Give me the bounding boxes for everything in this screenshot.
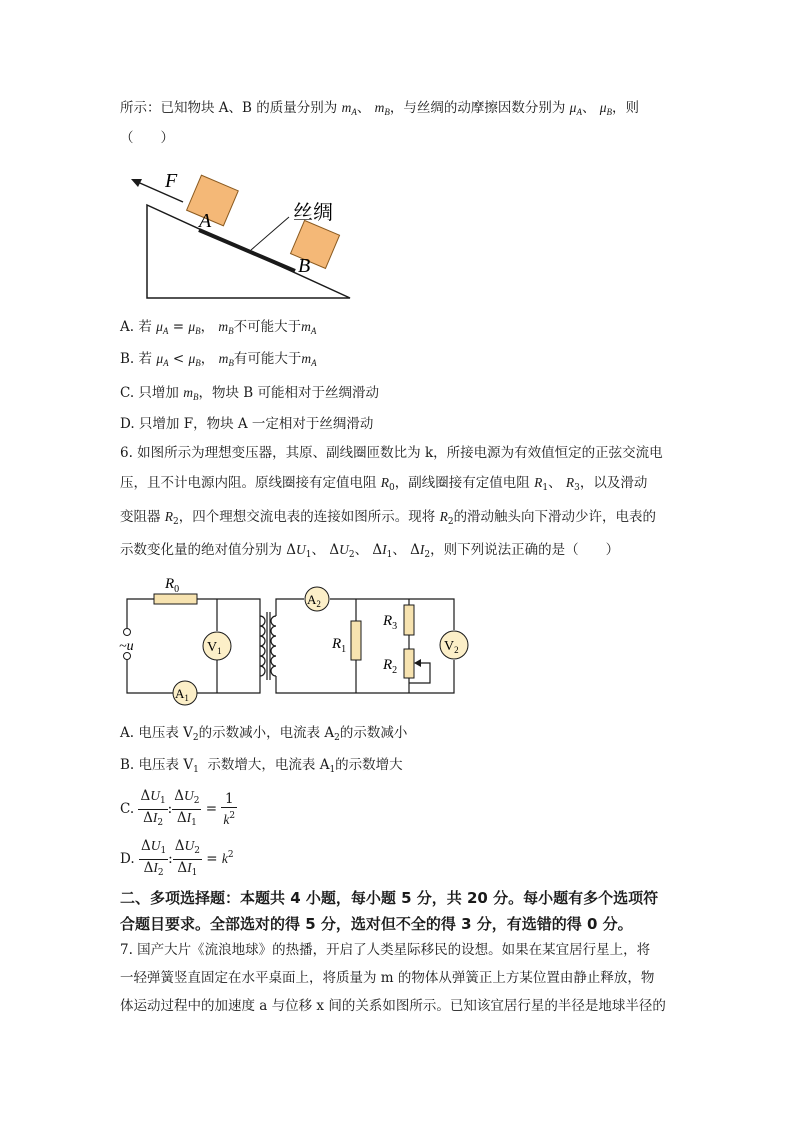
q5-stem-line1 (120, 98, 680, 122)
sym-sub: A (310, 326, 317, 336)
resistor-r3 (404, 605, 414, 635)
q6-option-c (120, 788, 237, 831)
q6-option-b (120, 755, 403, 780)
sym-sub: B (195, 326, 201, 336)
fraction: $\frac{\Delta U_2}{\Delta I_1}$ (174, 838, 200, 878)
force-label: F (165, 170, 178, 192)
q7-stem-line1: 7. 国产大片《流浪地球》的热播，开启了人类星际移民的设想。如果在某宜居行星上，将 (120, 942, 651, 958)
sym-sub: 3 (574, 483, 580, 493)
sym-I: I (419, 542, 425, 557)
q5-stem-end: ，则 (612, 100, 640, 116)
q6-text: 示数变化量的绝对值分别为 (120, 542, 282, 558)
q5-option-d: D. 只增加 F，物块 A 一定相对于丝绸滑动 (120, 416, 374, 432)
sym-U: U (296, 542, 306, 557)
sym-delta: Δ (410, 542, 420, 558)
sep: 、 (311, 542, 326, 558)
section2-heading-line2: 合题目要求。全部选对的得 5 分，选对但不全的得 3 分，有选错的得 0 分。 (120, 915, 633, 933)
label-a1: $A_1$ (175, 686, 189, 703)
sym-sub: 2 (447, 517, 454, 527)
sym-sup: 2 (227, 850, 234, 860)
opt-text: 的示数减小 (339, 725, 408, 741)
q6-stem-line2 (120, 473, 680, 498)
colon: : (168, 851, 173, 867)
opt-text: ，物块 B 可能相对于丝绸滑动 (198, 385, 379, 401)
sym-sub: 2 (173, 517, 179, 527)
sym-U: U (339, 542, 349, 557)
sym-sub: 1 (193, 765, 199, 775)
silk-strip (199, 230, 295, 271)
terminal (124, 629, 131, 636)
sym-A: A (324, 725, 335, 741)
label-r0: $R_0$ (165, 576, 180, 595)
sym-m: m (301, 351, 312, 366)
sym-sub: B (192, 392, 199, 402)
opt-text: B. 电压表 (120, 757, 180, 773)
slider-arrow (414, 659, 421, 667)
opt-text: 的示数减小，电流表 (198, 725, 321, 741)
opt-label: D. (120, 851, 135, 867)
q6-text: ，则下列说法正确的是（ ） (430, 542, 620, 558)
sym-R: R (565, 475, 575, 490)
sep: ， (200, 319, 215, 335)
sym-sub: B (228, 358, 234, 368)
sym-sub: A (576, 107, 582, 117)
label-v2: $V_2$ (444, 639, 459, 655)
sym-sub: 0 (389, 483, 395, 493)
sym-mu: μ (156, 319, 163, 334)
sym-R: R (380, 475, 390, 490)
resistor-r1 (351, 621, 361, 660)
q6-text: ，以及滑动 (579, 475, 648, 491)
q5-stem-text: 所示：已知物块 A、B 的质量分别为 (120, 100, 338, 116)
q6-option-d (120, 838, 234, 881)
resistor-r2 (404, 649, 414, 678)
primary-coil (260, 616, 265, 676)
q6-stem-line4 (120, 540, 680, 565)
sep: 、 (354, 542, 369, 558)
sym-mu: μ (188, 351, 196, 366)
wire (276, 660, 454, 693)
sym-sub: 2 (334, 733, 340, 743)
transformer-circuit (112, 568, 472, 708)
sep: ， (200, 351, 215, 367)
sym-V: V (183, 757, 194, 773)
label-a2: $A_2$ (307, 592, 321, 609)
equals: = (206, 851, 218, 867)
sym-sub: A (162, 326, 169, 336)
sym-mu: μ (188, 319, 196, 334)
label-source: ~u (119, 639, 134, 654)
rel: = (172, 319, 185, 335)
q7-stem-line3: 体运动过程中的加速度 a 与位移 x 间的关系如图所示。已知该宜居行星的半径是地球半径的 (120, 998, 666, 1014)
wire (127, 599, 154, 628)
block-a-label: A (199, 210, 212, 232)
q6-text: 压，且不计电源内阻。原线圈接有定值电阻 (120, 475, 377, 491)
label-r1: $R_1$ (332, 636, 347, 655)
resistor-r0 (154, 594, 197, 604)
sym-mu: μ (156, 351, 164, 366)
sym-m: m (301, 319, 311, 334)
silk-pointer (251, 217, 289, 250)
sym-sub: A (311, 358, 317, 368)
sep: 、 (581, 100, 596, 116)
sym-sub: A (163, 358, 169, 368)
wire (276, 599, 304, 616)
sym-mu: μ (569, 100, 577, 115)
sym-sub: 2 (348, 550, 355, 560)
q5-option-a (120, 317, 316, 341)
fraction: $\frac{1}{k^2}$ (223, 791, 236, 827)
sym-I: I (382, 542, 387, 557)
sym-sub: B (606, 107, 613, 117)
sym-m: m (374, 100, 385, 115)
sym-sub: B (228, 326, 234, 336)
q6-text: 变阻器 (120, 509, 161, 525)
q6-text: ，四个理想交流电表的连接如图所示。现将 (178, 509, 436, 525)
sym-R: R (164, 509, 174, 524)
opt-text: 的示数增大 (335, 757, 403, 773)
sym-sub: 2 (424, 550, 431, 560)
fraction: $\frac{\Delta U_2}{\Delta I_1}$ (174, 788, 200, 828)
q6-stem-line3 (120, 507, 680, 532)
opt-text: A. 电压表 (120, 725, 179, 741)
silk-label: 丝绸 (293, 202, 333, 224)
opt-text: 有可能大于 (233, 351, 302, 367)
label-r2: $R_2$ (383, 657, 398, 676)
q5-stem-line2: （ ） (120, 130, 174, 146)
opt-label: A. 若 (120, 319, 152, 335)
sym-delta: Δ (286, 542, 297, 558)
sym-delta: Δ (372, 542, 383, 558)
opt-text: 示数增大，电流表 (207, 757, 316, 773)
rel: < (172, 351, 185, 367)
sym-sub: B (384, 107, 390, 117)
q6-text: ，副线圈接有定值电阻 (394, 475, 530, 491)
sym-sub: 1 (386, 550, 393, 560)
opt-label: C. (120, 801, 135, 817)
sym-sub: 2 (192, 733, 199, 743)
sym-sub: 1 (305, 550, 312, 560)
block-b-label: B (298, 255, 311, 277)
equals: = (205, 801, 218, 817)
sym-sub: A (351, 107, 357, 117)
q7-stem-line2: 一轻弹簧竖直固定在水平桌面上，将质量为 m 的物体从弹簧正上方某位置由静止释放，物 (120, 970, 655, 986)
fraction: $\frac{\Delta U_1}{\Delta I_2}$ (140, 838, 167, 878)
q6-text: 的滑动触头向下滑动少许，电表的 (453, 509, 657, 525)
sym-R: R (534, 475, 543, 490)
q6-option-a (120, 723, 407, 748)
opt-label: C. 只增加 (120, 385, 179, 401)
sym-A: A (319, 757, 330, 773)
sym-m: m (218, 351, 229, 366)
sym-m: m (341, 100, 352, 115)
section2-heading-line1: 二、多项选择题：本题共 4 小题，每小题 5 分，共 20 分。每小题有多个选项符 (120, 889, 659, 907)
q5-option-b (120, 349, 317, 373)
incline-figure (125, 165, 360, 305)
secondary-coil (271, 616, 276, 676)
sep: 、 (392, 542, 406, 558)
sym-R: R (439, 509, 448, 524)
sym-m: m (218, 319, 229, 334)
sep: 、 (356, 100, 371, 116)
sym-k: k (221, 851, 228, 866)
sym-mu: μ (599, 100, 607, 115)
colon: : (167, 801, 173, 817)
wire (127, 658, 174, 693)
sep: 、 (548, 475, 562, 491)
opt-text: 不可能大于 (233, 319, 302, 335)
sym-sub: 1 (542, 483, 549, 493)
sym-m: m (183, 385, 193, 400)
label-r3: $R_3$ (383, 613, 398, 632)
sym-V: V (183, 725, 193, 741)
sym-sub: B (195, 358, 201, 368)
label-v1: $V_1$ (207, 640, 222, 656)
q6-stem-line1: 6. 如图所示为理想变压器，其原、副线圈匝数比为 k，所接电源为有效值恒定的正弦交流电 (120, 445, 663, 461)
q5-option-c (120, 383, 379, 407)
sym-sub: 1 (329, 765, 336, 775)
block-a (187, 175, 239, 226)
q5-stem-mid: ，与丝绸的动摩擦因数分别为 (389, 100, 566, 116)
fraction: $\frac{\Delta U_1}{\Delta I_2}$ (140, 788, 166, 828)
opt-label: B. 若 (120, 351, 153, 367)
sym-delta: Δ (329, 542, 340, 558)
